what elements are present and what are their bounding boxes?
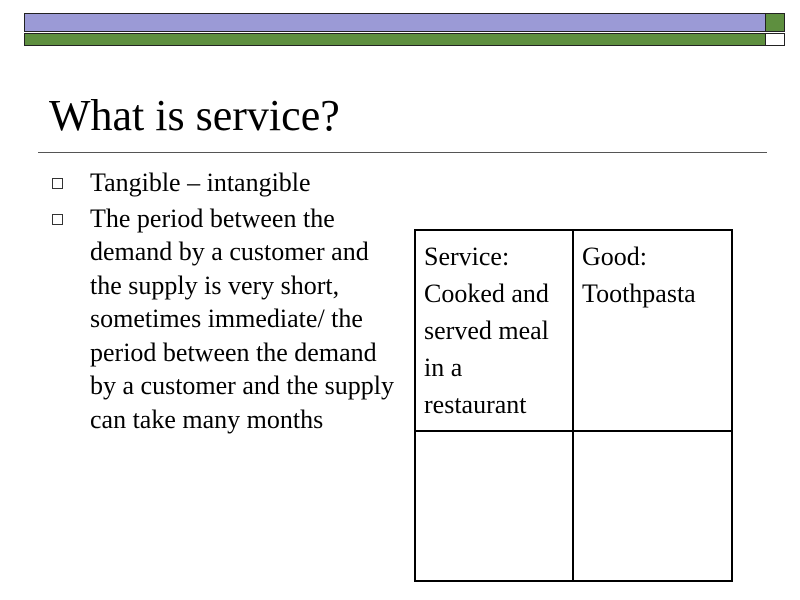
- slide-title: What is service?: [49, 91, 340, 140]
- table-row: [415, 230, 732, 431]
- table-cell-good: Good: Toothpasta: [573, 230, 732, 431]
- bullet-list: [50, 166, 395, 438]
- header-square-white: [765, 33, 785, 46]
- bullet-text: Tangible – intangible: [90, 168, 311, 197]
- bullet-item: [50, 166, 395, 200]
- bullet-text: The period between the demand by a customer and the supply is very short, sometimes immediate/ the period between the demand by a customer and the supply can take many months: [90, 203, 394, 434]
- bullet-item: [50, 202, 395, 437]
- square-bullet-icon: [52, 214, 63, 225]
- table-row: [415, 431, 732, 581]
- table-cell-service: Service: Cooked and served meal in a restaurant: [415, 230, 573, 431]
- table-cell-empty: [415, 431, 573, 581]
- header-bar-purple: [24, 13, 766, 32]
- table-cell-empty: [573, 431, 732, 581]
- comparison-table: [414, 229, 733, 582]
- title-divider: [38, 152, 767, 153]
- header-bar-green: [24, 33, 766, 46]
- square-bullet-icon: [52, 178, 63, 189]
- header-square-green: [765, 13, 785, 32]
